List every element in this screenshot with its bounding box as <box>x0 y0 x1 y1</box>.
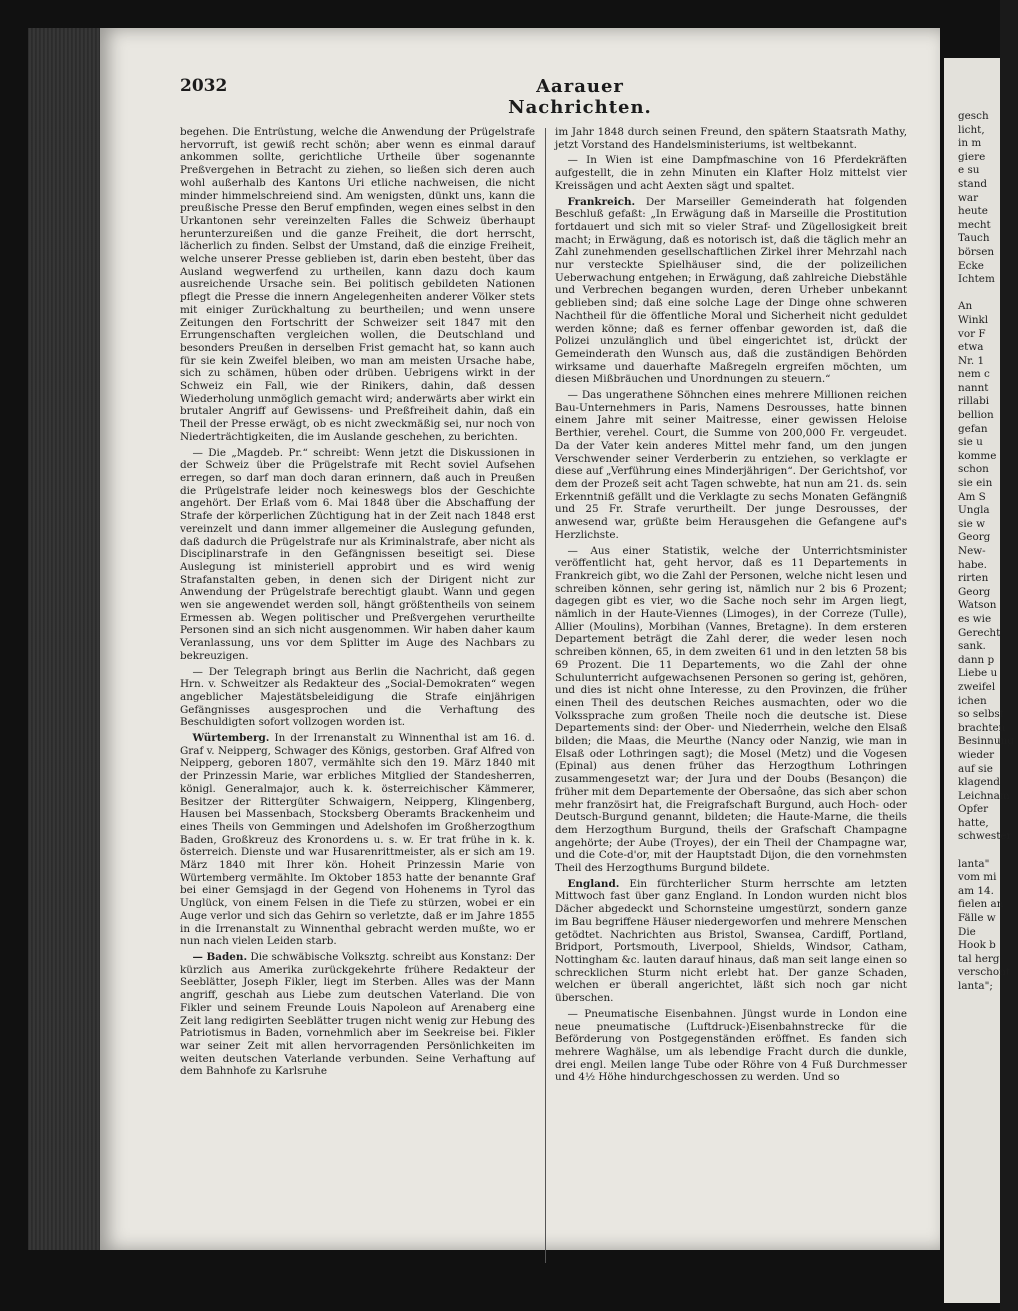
article-paragraph <box>180 447 535 663</box>
adjacent-page-line: tal herg <box>958 952 1000 965</box>
adjacent-page-line: Ecke <box>958 259 984 272</box>
right-column <box>555 126 907 1266</box>
adjacent-page-line: es wie <box>958 612 992 625</box>
adjacent-page-line: sie u <box>958 436 983 449</box>
adjacent-page-line: Tauch <box>958 232 990 245</box>
article-text: — Der Telegraph bringt aus Berlin die Nachricht, daß gegen Hrn. v. Schweitzer als Redakteur des „Social-Demokraten“ wegen angeblicher Majestätsbeleidigung die Strafe einjährigen Gefängnisses ausgesprochen und die Verhaftung des Beschuldigten sofort vollzogen worden ist. <box>180 665 535 729</box>
adjacent-page-line: nem c <box>958 368 990 381</box>
adjacent-page-line: sank. <box>958 640 986 653</box>
adjacent-page-line: Am S <box>958 490 986 503</box>
article-paragraph <box>180 666 535 730</box>
adjacent-page-line: verschont <box>958 966 1010 979</box>
adjacent-page-line: Fälle w <box>958 912 996 925</box>
article-paragraph <box>555 389 907 541</box>
adjacent-page-line: dann p <box>958 653 995 666</box>
adjacent-page-line: Leichnam <box>958 789 1010 802</box>
article-text: — In Wien ist eine Dampfmaschine von 16 Pferdekräften aufgestellt, die in zehn Minuten ein Klafter Holz mittelst vier Kreissägen und acht Aexten sägt und spaltet. <box>555 154 907 192</box>
adjacent-page-line: auf sie <box>958 762 993 775</box>
adjacent-page-line: Winkl <box>958 313 989 326</box>
adjacent-page-line: lanta" <box>958 857 990 870</box>
adjacent-page-line: Ichtem <box>958 273 995 286</box>
article-text: Die schwäbische Volksztg. schreibt aus Konstanz: Der kürzlich aus Amerika zurückgekehrte frühere Redakteur der Seeblätter, Joseph Fikler, liegt im Sterben. Alles was der Mann angriff, geschah aus Liebe zum deutschen Vaterland. Die von Fikler und seinem Freunde Louis Napoleon auf Arenaberg eine Zeit lang redigirten Seeblätter trugen nicht wenig zur Hebung des Patriotismus in Baden, vornehmlich aber im Seekreise bei. Fikler war seiner Zeit mit allen hervorragenden Persönlichkeiten im weiten deutschen Vaterlande verbunden. Seine Verhaftung auf dem Bahnhofe zu Karlsruhe <box>180 951 535 1078</box>
article-text: — Das ungerathene Söhnchen eines mehrere Millionen reichen Bau-Unternehmers in Paris, Namens Desrousses, hatte binnen einem Jahre mit seiner Maitresse, einer gewissen Heloise Berthier, verehel. Court, die Summe von 200,000 Fr. vergeudet. Da der Vater kein anderes Mittel mehr fand, um den jungen Verschwender seiner Verderberin zu entziehen, so verklagte er diese auf „Verführung eines Minderjährigen“. Der Gerichtshof, vor dem der Prozeß seit acht Tagen schwebte, hat nun am 21. ds. sein Erkenntniß gefällt und die Verklagte zu sechs Monaten Gefängniß und 25 Fr. Strafe verurtheilt. Der junge Desrousses, der anwesend war, grüßte beim Herausgehen die Gefangene auf's Herzlichste. <box>555 389 907 541</box>
adjacent-page-line: Besinnung <box>958 735 1014 748</box>
article-text: Ein fürchterlicher Sturm herrschte am letzten Mittwoch fast über ganz England. In London wurden nicht blos Dächer abgedeckt und Schornsteine umgestürzt, sondern ganze im Bau begriffene Häuser niedergeworfen und mehrere Menschen getödtet. Nachrichten aus Bristol, Swansea, Cardiff, Portland, Bridport, Portsmouth, Liverpool, Shields, Windsor, Catham, Nottingham &c. lauten darauf hinaus, daß man seit lange einen so schrecklichen Sturm nicht erlebt hat. Der ganze Schaden, welchen er überall angerichtet, läßt sich noch gar nicht überschen. <box>555 877 907 1005</box>
adjacent-page-line: bellion <box>958 409 994 422</box>
adjacent-page-line: am 14. <box>958 884 994 897</box>
adjacent-page-line: licht, <box>958 123 985 136</box>
section-lead: England. <box>567 877 620 890</box>
adjacent-page-line: habe. <box>958 558 987 571</box>
article-paragraph <box>555 196 907 387</box>
adjacent-page-edge <box>944 58 1014 1303</box>
adjacent-page-line: Nr. 1 <box>958 354 985 367</box>
adjacent-page-line: gefan <box>958 422 988 435</box>
adjacent-page-line: vom mi <box>958 871 997 884</box>
article-text: — Aus einer Statistik, welche der Unterrichtsminister veröffentlicht hat, geht hervor, daß es 11 Departements in Frankreich gibt, wo die Zahl der Personen, welche nicht lesen und schreiben können, sehr gering ist, nämlich nur 2 bis 6 Prozent; dagegen gibt es vier, wo die Sache noch sehr im Argen liegt, nämlich in der Haute-Viennes (Limoges), in der Correze (Tulle), Allier (Moulins), Morbihan (Vannes, Bretagne). In dem ersteren Departement beträgt die Zahl derer, die weder lesen noch schreiben können, 65, in dem zweiten 61 und in den letzten 58 bis 69 Prozent. Die 11 Departements, wo die Zahl der ohne Schulunterricht aufgewachsenen Personen so gering ist, gehören, und dies ist nicht ohne Interesse, zu den Provinzen, die früher einen Theil des deutschen Reiches ausmachten, oder wo die Volkssprache zum großen Theile noch die deutsche ist. Diese Departements sind: der Ober- und Niederrhein, welche den Elsaß bilden; die Maas, die Meurthe (Nancy oder Nanzig, wie man in Elsaß oder Lothringen sagt); die Mosel (Metz) und die Vogesen (Epinal) aus denen früher das Herzogthum Lothringen zusammengesetzt war; der Jura und der Doubs (Besançon) die früher mit dem Departemente der Obersaône, das sich aber schon mehr französirt hat, die Freigrafschaft Burgund, auch Hoch- oder Deutsch-Burgund genannt, bildeten; die Haute-Marne, die theils dem Herzogthum Burgund, theils der Grafschaft Champagne angehörte; der Aube (Troyes), der ein Theil der Champagne war, und die Cote-d'or, mit der Hauptstadt Dijon, die den vornehmsten Theil des Herzogthums Burgund bildete. <box>555 544 907 875</box>
adjacent-page-line: fielen an <box>958 898 1004 911</box>
column-rule <box>545 128 546 1263</box>
section-lead: Frankreich. <box>567 195 636 208</box>
adjacent-page-line <box>958 287 1018 301</box>
adjacent-page-line: An <box>958 300 973 313</box>
adjacent-page-line: brachten <box>958 721 1006 734</box>
adjacent-page-line: etwa <box>958 341 984 354</box>
adjacent-page-line: sie w <box>958 517 986 530</box>
article-paragraph <box>180 732 535 948</box>
adjacent-page-line: lanta"; <box>958 980 993 992</box>
adjacent-page-line: klagend <box>958 776 1000 789</box>
adjacent-page-line: heute <box>958 205 988 218</box>
adjacent-page-line: hatte, <box>958 816 989 829</box>
adjacent-page-line: ichen <box>958 694 987 707</box>
article-paragraph <box>180 951 535 1078</box>
article-text: im Jahr 1848 durch seinen Freund, den spätern Staatsrath Mathy, jetzt Vorstand des Handelsministeriums, ist weltbekannt. <box>555 126 907 151</box>
adjacent-page-line: so selbst <box>958 708 1004 721</box>
adjacent-page-line: vor F <box>958 327 986 340</box>
adjacent-page-line: rirten <box>958 572 989 585</box>
article-text: begehen. Die Entrüstung, welche die Anwendung der Prügelstrafe hervorruft, ist gewiß recht schön; aber wenn es einmal darauf ankommen sollte, gerichtliche Urtheile über sogenannte Preßvergehen in Betracht zu ziehen, so ließen sich deren auch wohl außerhalb des Kantons Uri etliche nachweisen, die nicht minder himmelschreiend sind. Am wenigsten, dünkt uns, kann die preußische Presse den Beruf empfinden, wegen eines selbst in den Urkantonen sehr vereinzelten Falles die Schweiz überhaupt herunterzureißen und die ganze Freiheit, die dort herrscht, lächerlich zu finden. Selbst der Umstand, daß die einzige Freiheit, welche unserer Presse geblieben ist, darin eben besteht, über das Ausland wegwerfend zu urtheilen, kann dazu doch kaum ausreichende Ursache sein. Bei politisch gebildeten Nationen pflegt die Presse die innern Angelegenheiten anderer Völker stets mit einiger Zurückhaltung zu beurtheilen; und wenn unsere Zeitungen den Fortschritt der Schweizer seit 1847 mit den Errungenschaften vergleichen wollen, die Deutschland und besonders Preußen in derselben Frist gemacht hat, so kann auch für sie kein Zweifel bleiben, wo man am meisten Ursache habe, sich zu schämen, hüben oder drüben. Uebrigens wirkt in der Schweiz ein Fall, wie der Rinikers, dahin, daß dessen Wiederholung unmöglich gemacht wird; anderwärts aber wirkt ein brutaler Angriff auf Gewissens- und Preßfreiheit dahin, daß ein Theil der Presse erwägt, ob es nicht zweckmäßig sei, nur noch von Niederträchtigkeiten, die im Auslande geschehen, zu berichten. <box>180 126 535 443</box>
article-paragraph <box>180 126 535 444</box>
page-header <box>180 76 950 118</box>
adjacent-page-line: Ungla <box>958 504 990 517</box>
adjacent-page-line: stand <box>958 177 988 190</box>
left-column <box>180 126 535 1266</box>
adjacent-page-line: rillabi <box>958 395 990 408</box>
adjacent-page-line: Liebe u <box>958 667 998 680</box>
article-paragraph <box>555 126 907 151</box>
adjacent-page-line: e su <box>958 164 980 177</box>
article-text: In der Irrenanstalt zu Winnenthal ist am 16. d. Graf v. Neipperg, Schwager des Königs, gestorben. Graf Alfred von Neipperg, geboren 1807, vermählte sich den 19. März 1840 mit der Prinzessin Marie, war erbliches Mitglied der Standesherren, königl. Generalmajor, auch k. k. österreichischer Kämmerer, Besitzer der Rittergüter Schwaigern, Neipperg, Klingenberg, Hausen bei Massenbach, Stocksberg Oberamts Brackenheim und eines Theils von Gemmingen und Adelshofen im Großherzogthum Baden, Großkreuz des Kronordens u. s. w. Er trat frühe in k. k. österreich. Dienste und war Husarenrittmeister, als er sich am 19. März 1840 mit Ihrer kön. Hoheit Prinzessin Marie von Würtemberg vermählte. Im Oktober 1853 hatte der benannte Graf bei einer Gemsjagd in der Gegend von Hohenems in Tyrol das Unglück, von einem Felsen in die Tiefe zu stürzen, wobei er ein Auge verlor und sich das Gehirn so verletzte, daß er im Jahre 1855 in die Irrenanstalt zu Winnenthal gebracht werden mußte, wo er nun nach vielen Leiden starb. <box>180 732 535 948</box>
section-lead: Würtemberg. <box>192 732 270 745</box>
adjacent-page-line: mecht <box>958 218 991 231</box>
adjacent-page-line: war <box>958 191 979 204</box>
article-paragraph <box>555 154 907 192</box>
adjacent-page-line: New- <box>958 545 986 557</box>
adjacent-page-line: nannt <box>958 381 989 394</box>
adjacent-page-line: Opfer <box>958 803 989 816</box>
adjacent-page-line: giere <box>958 150 986 163</box>
adjacent-page-line: schon <box>958 463 989 476</box>
adjacent-page-line <box>958 844 1018 858</box>
running-head: Aarauer Nachrichten. <box>508 76 652 118</box>
newspaper-page <box>100 28 940 1250</box>
adjacent-page-line: börsen <box>958 245 995 258</box>
adjacent-page-line: schwester <box>958 830 1012 843</box>
adjacent-page-line: wieder <box>958 748 995 761</box>
adjacent-page-line: Georg <box>958 585 991 598</box>
adjacent-page-line: zweifel <box>958 680 996 693</box>
adjacent-page-line: Gerecht <box>958 626 1001 639</box>
adjacent-page-line: gesch <box>958 110 989 122</box>
adjacent-page-line: sie ein <box>958 477 993 490</box>
adjacent-page-line: komme <box>958 449 997 462</box>
article-paragraph <box>555 545 907 875</box>
article-paragraph <box>555 1008 907 1084</box>
adjacent-page-line: Die <box>958 925 976 938</box>
article-text: Der Marseiller Gemeinderath hat folgenden Beschluß gefaßt: „In Erwägung daß in Marseille die Prostitution fortdauert und sich mit so vieler Straf- und Zügellosigkeit breit macht; in Erwägung, daß es notorisch ist, daß die täglich mehr an Zahl zunehmenden gesellschaftlichen Zirkel ihrer Mehrzahl nach nur versteckte Spielhäuser sind, die der polizeilichen Ueberwachung entgehen; in Erwägung, daß zahlreiche Diebstähle und Verbrechen begangen wurden, deren Urheber unbekannt geblieben sind; daß eine solche Lage der Dinge ohne schweren Nachtheil für die öffentliche Moral und Sicherheit nicht geduldet werden könne; daß es ferner offenbar geworden ist, daß die Polizei unzulänglich und übel eingerichtet ist, drückt der Gemeinderath den Wunsch aus, daß die zuständigen Behörden wirksame und dauerhafte Maßregeln ergreifen möchten, um diesen Mißbräuchen und Unordnungen zu steuern.“ <box>555 195 907 386</box>
adjacent-page-line: Georg <box>958 531 991 544</box>
article-text: — Pneumatische Eisenbahnen. Jüngst wurde in London eine neue pneumatische (Luftdruck-)Eisenbahnstrecke für die Beförderung von Postgegenständen eröffnet. Es fanden sich mehrere Waghälse, um als lebendige Fracht durch die dunkle, drei engl. Meilen lange Tube oder Röhre von 4 Fuß Durchmesser und 4½ Höhe hindurchgeschossen zu werden. Und so <box>555 1007 907 1084</box>
adjacent-page-line: in m <box>958 137 982 150</box>
adjacent-page-line: Hook b <box>958 939 996 952</box>
page-number: 2032 <box>180 76 228 96</box>
article-paragraph <box>555 878 907 1005</box>
adjacent-page-text <box>958 110 1018 994</box>
article-text: — Die „Magdeb. Pr.“ schreibt: Wenn jetzt die Diskussionen in der Schweiz über die Prügelstrafe mit Recht soviel Aufsehen erregen, so darf man doch daran erinnern, daß auch in Preußen die Prügelstrafe leider noch keineswegs blos der Geschichte angehört. Der Erlaß vom 6. Mai 1848 über die Abschaffung der Strafe der körperlichen Züchtigung hat in der Zeit nach 1848 erst vereinzelt und dann immer allgemeiner die Auslegung gefunden, daß dadurch die Prügelstrafe nur als Kriminalstrafe, aber nicht als Disciplinarstrafe in den Gefängnissen beseitigt sei. Diese Auslegung ist ministeriell approbirt und es wird wenig Strafanstalten geben, in denen sich der Dirigent nicht zur Anwendung der Prügelstrafe berechtigt glaubt. Wann und gegen wen sie angewendet werden soll, hängt größtentheils von seinem Ermessen ab. Wegen politischer und Preßvergehen verurtheilte Personen sind an sich nicht ausgenommen. Wir haben daher kaum Veranlassung, uns vor dem Splitter im Auge des Nachbars zu bekreuzigen. <box>180 446 535 662</box>
section-lead: — Baden. <box>192 951 248 963</box>
adjacent-page-line: Watson <box>958 599 997 612</box>
